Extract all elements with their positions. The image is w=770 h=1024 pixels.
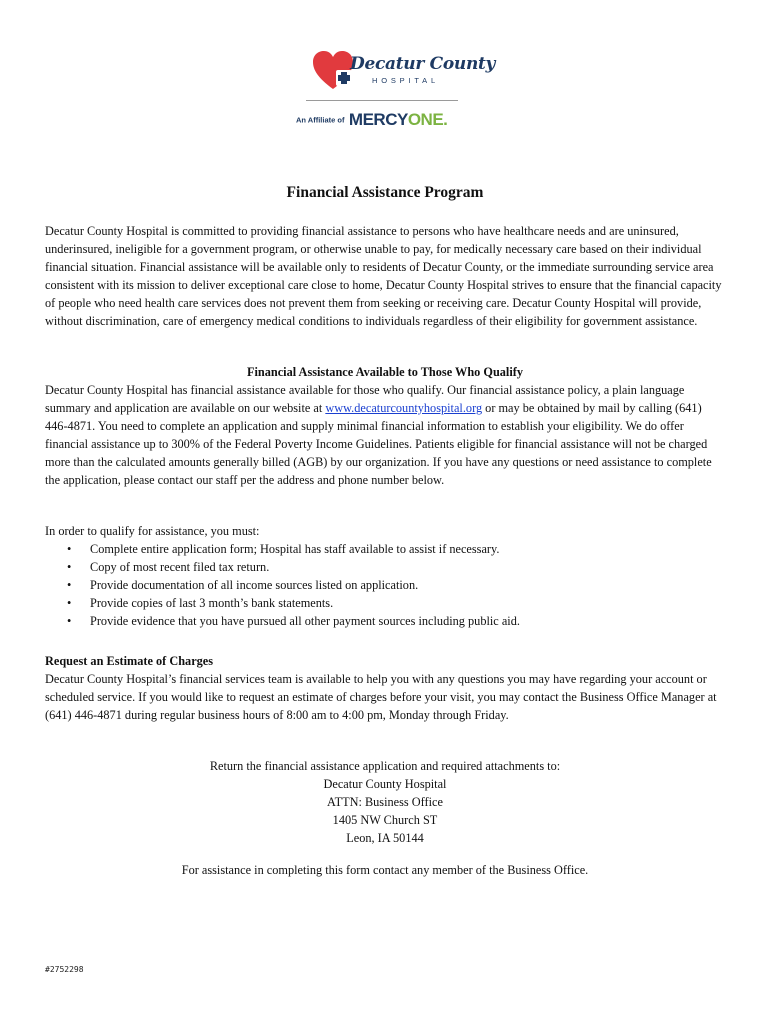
bullet-icon: • (67, 596, 72, 610)
list-item (45, 576, 725, 594)
qualify-section (45, 363, 725, 489)
qualify-text-after: or may be obtained by mail by calling (641) 446-4871. You need to complete an application and supply minimal financial information to establish your eligibility. We do offer financial assistance up to 300% of the Federal Poverty Income Guidelines. Patients eligible for financial assistance will not be charged more than the calculated amounts generally billed (AGB) by our organization. If you have any questions or need assistance to complete the application, please contact our staff per the address and phone number below. (45, 401, 712, 487)
hospital-logo (296, 40, 496, 140)
bullet-icon: • (67, 542, 72, 556)
requirements-intro: In order to qualify for assistance, you must: (45, 524, 260, 538)
estimate-heading: Request an Estimate of Charges (45, 654, 214, 668)
address-line: ATTN: Business Office (327, 795, 443, 809)
list-item-text: Complete entire application form; Hospital has staff available to assist if necessary. (90, 542, 500, 556)
bullet-icon: • (67, 578, 72, 592)
return-address (0, 757, 770, 847)
logo-divider (306, 100, 458, 101)
list-item (45, 558, 725, 576)
return-intro: Return the financial assistance application and required attachments to: (209, 759, 561, 773)
qualify-paragraph (45, 381, 725, 489)
estimate-paragraph: Decatur County Hospital’s financial services team is available to help you with any questions you may have regarding your account or scheduled service. If you would like to request an estimate of charges before your visit, you may contact the Business Office Manager at (641) 446-4871 during regular business hours of 8:00 am to 4:00 pm, Monday through Friday. (45, 672, 717, 722)
requirements-section (45, 522, 725, 630)
qualify-text-before: Decatur County Hospital has financial assistance available for those who qualify. Our financial assistance policy, a plain language summary and application are available on our website at (45, 383, 685, 415)
list-item (45, 612, 725, 630)
list-item-text: Provide evidence that you have pursued all other payment sources including public aid. (90, 614, 520, 628)
page-title: Financial Assistance Program (286, 184, 484, 201)
list-item-text: Provide documentation of all income sources listed on application. (90, 578, 419, 592)
bullet-icon: • (67, 614, 72, 628)
logo-name: Decatur County (350, 54, 496, 74)
requirements-list (45, 540, 725, 630)
intro-section (45, 222, 725, 330)
document-number: #2752298 (45, 965, 84, 974)
address-line: 1405 NW Church ST (332, 813, 438, 827)
brand-mercy: MERCY (348, 110, 408, 129)
list-item-text: Provide copies of last 3 month’s bank statements. (90, 596, 334, 610)
footer-note: For assistance in completing this form contact any member of the Business Office. (181, 863, 589, 877)
affiliate-brand (349, 110, 447, 129)
qualify-heading: Financial Assistance Available to Those Who Qualify (246, 365, 524, 379)
affiliate-prefix: An Affiliate of (296, 115, 345, 125)
list-item (45, 540, 725, 558)
estimate-section (45, 652, 725, 724)
affiliate-line (296, 110, 447, 130)
brand-one: ONE. (407, 110, 448, 129)
bullet-icon: • (67, 560, 72, 574)
website-link[interactable]: www.decaturcountyhospital.org (325, 401, 483, 415)
list-item-text: Copy of most recent filed tax return. (90, 560, 270, 574)
address-line: Decatur County Hospital (323, 777, 447, 791)
logo-subtitle: HOSPITAL (372, 76, 439, 85)
list-item (45, 594, 725, 612)
intro-paragraph: Decatur County Hospital is committed to providing financial assistance to persons who have healthcare needs and are uninsured, underinsured, ineligible for a government program, or otherwise unable to pay, for medically necessary care based on their individual financial situation. Financial assistance will be available only to residents of Decatur County, or the immediate surrounding service area consistent with its mission to deliver exceptional care close to home, Decatur County Hospital strives to ensure that the financial capacity of people who need health care services does not prevent them from seeking or receiving care. Decatur County Hospital will provide, without discrimination, care of emergency medical conditions to individuals regardless of their eligibility for government assistance. (45, 224, 722, 328)
address-line: Leon, IA 50144 (346, 831, 424, 845)
